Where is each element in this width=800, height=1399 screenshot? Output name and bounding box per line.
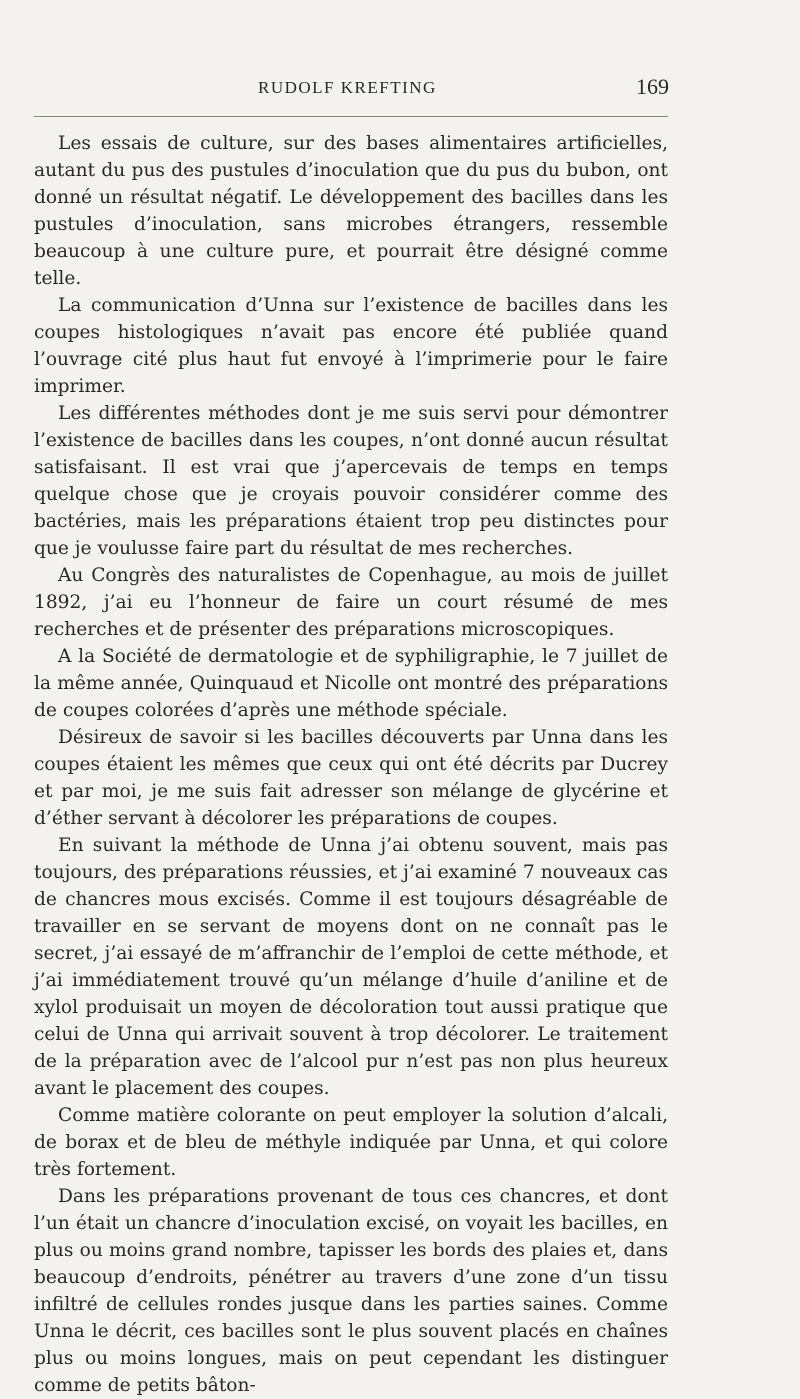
header-rule xyxy=(34,116,668,117)
paragraph-societe: A la Société de dermatologie et de syphiligraphie, le 7 juillet de la même année, Quinquaud et Nicolle ont montré des préparations de coupes colorées d’après une méthode spéciale. xyxy=(34,646,668,721)
paragraph-desireux: Désireux de savoir si les bacilles découverts par Unna dans les coupes étaient les mêmes que ceux qui ont été décrits par Ducrey et par moi, je me suis fait adresser son mélange de glycérine et d’éther servant à décolorer les préparations de coupes. xyxy=(34,727,668,829)
paragraph-matiere-colorante: Comme matière colorante on peut employer la solution d’alcali, de borax et de bleu de méthyle indiquée par Unna, et qui colore très fortement. xyxy=(34,1105,668,1180)
paragraph-unna-communication: La communication d’Unna sur l’existence de bacilles dans les coupes histologiques n’avait pas encore été publiée quand l’ouvrage cité plus haut fut envoyé à l’imprimerie pour le faire imprimer. xyxy=(34,295,668,397)
running-head: RUDOLF KREFTING xyxy=(258,78,437,97)
paragraph-en-suivant: En suivant la méthode de Unna j’ai obtenu souvent, mais pas toujours, des préparations réussies, et j’ai examiné 7 nouveaux cas de chancres mous excisés. Comme il est toujours désagréable de travailler en se servant de moyens dont on ne connaît pas le secret, j’ai essayé de m’affranchir de l’emploi de cette méthode, et j’ai immédiatement trouvé qu’un mélange d’huile d’aniline et de xylol produisait un moyen de décoloration tout aussi pratique que celui de Unna qui arrivait souvent à trop décolorer. Le traitement de la préparation avec de l’alcool pur n’est pas non plus heureux avant le placement des coupes. xyxy=(34,835,668,1099)
body-text xyxy=(34,130,668,1399)
page-header xyxy=(0,72,800,108)
paragraph-preparations: Dans les préparations provenant de tous ces chancres, et dont l’un était un chancre d’inoculation excisé, on voyait les bacilles, en plus ou moins grand nombre, tapisser les bords des plaies et, dans beaucoup d’endroits, pénétrer au travers d’une zone d’un tissu infiltré de cellules rondes jusque dans les parties saines. Comme Unna le décrit, ces bacilles sont le plus souvent placés en chaînes plus ou moins longues, mais on peut cependant les distinguer comme de petits bâton- xyxy=(34,1186,668,1396)
page-number: 169 xyxy=(636,74,669,99)
paragraph-congress: Au Congrès des naturalistes de Copenhague, au mois de juillet 1892, j’ai eu l’honneur de faire un court résumé de mes recherches et de présenter des préparations microscopiques. xyxy=(34,565,668,640)
paragraph-culture: Les essais de culture, sur des bases alimentaires artificielles, autant du pus des pustules d’inoculation que du pus du bubon, ont donné un résultat négatif. Le développement des bacilles dans les pustules d’inoculation, sans microbes étrangers, ressemble beaucoup à une culture pure, et pourrait être désigné comme telle. xyxy=(34,133,668,289)
paragraph-methods: Les différentes méthodes dont je me suis servi pour démontrer l’existence de bacilles dans les coupes, n’ont donné aucun résultat satisfaisant. Il est vrai que j’apercevais de temps en temps quelque chose que je croyais pouvoir considérer comme des bactéries, mais les préparations étaient trop peu distinctes pour que je voulusse faire part du résultat de mes recherches. xyxy=(34,403,668,559)
